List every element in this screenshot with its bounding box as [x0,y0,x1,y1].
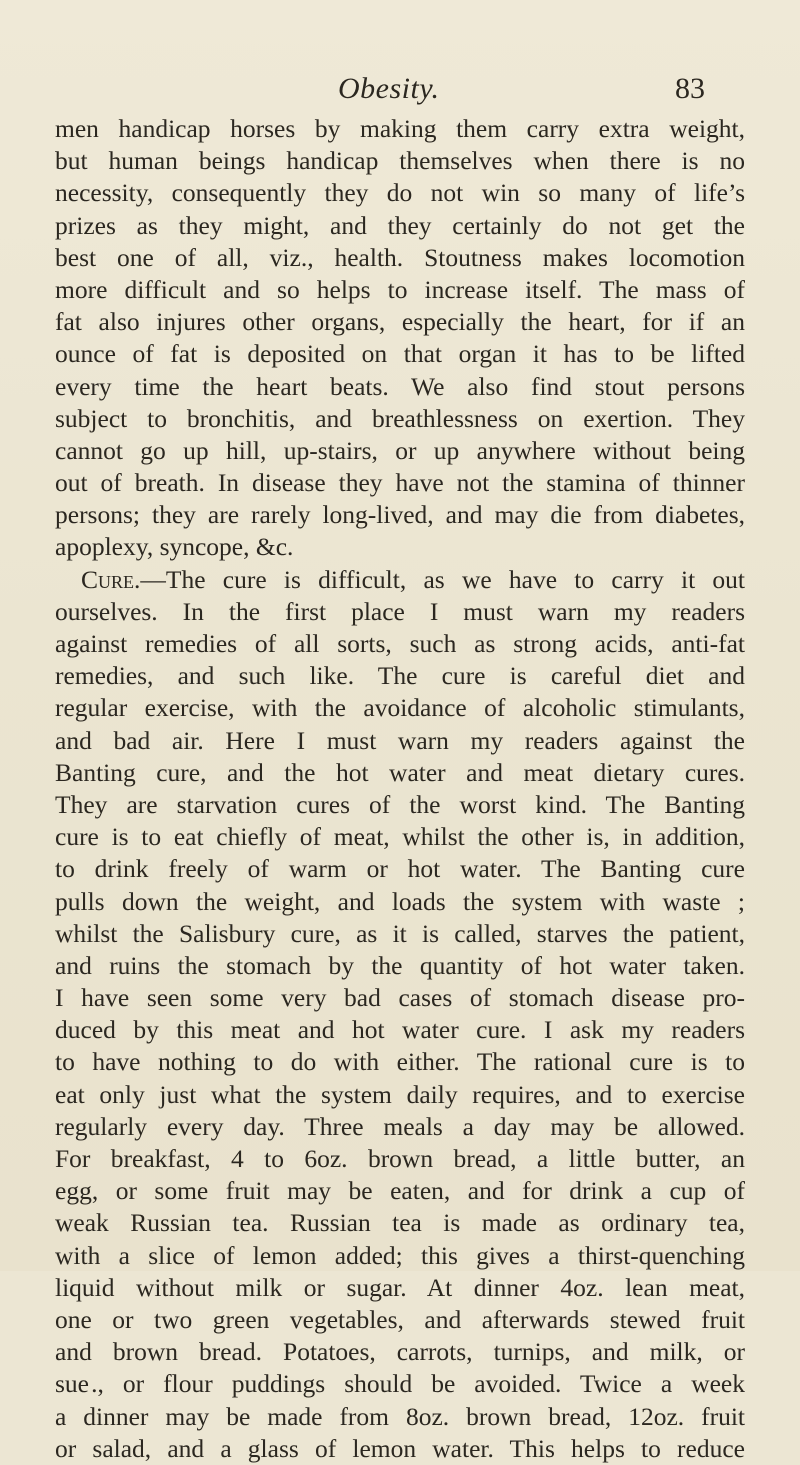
text-line: They are starvation cures of the worst kind. The Banting [55,789,745,819]
text-line: fat also injures other organs, especially the heart, for if an [55,307,745,337]
text-line: liquid without milk or sugar. At dinner 4oz. lean meat, [55,1272,745,1302]
text-line: and ruins the stomach by the quantity of hot water taken. [55,950,745,980]
text-line-cure-heading [55,564,745,596]
text-line: one or two green vegetables, and afterwards stewed fruit [55,1304,745,1334]
text-line: persons; they are rarely long-lived, and may die from diabetes, [55,500,745,530]
text-line: every time the heart beats. We also find stout persons [55,371,745,401]
text-line: cure is to eat chiefly of meat, whilst the other is, in addition, [55,822,745,852]
text-line: against remedies of all sorts, such as strong acids, anti-fat [55,629,745,658]
text-line: prizes as they might, and they certainly do not get the [55,210,745,240]
text-line: egg, or some fruit may be eaten, and for drink a cup of [55,1176,745,1206]
text-line: and brown bread. Potatoes, carrots, turnips, and milk, or [55,1337,745,1367]
text-line: with a slice of lemon added; this gives a thirst-quenching [55,1240,745,1270]
text-line: regularly every day. Three meals a day may be allowed. [55,1111,745,1141]
text-line: apoplexy, syncope, &c. [55,532,294,562]
text-line: remedies, and such like. The cure is careful diet and [55,661,745,691]
text-line: to drink freely of warm or hot water. The Banting cure [55,854,745,884]
text-line: best one of all, viz., health. Stoutness makes locomotion [55,242,745,272]
cure-first-line: —The cure is difficult, as we have to carry it out [140,564,745,594]
text-line: I have seen some very bad cases of stomach disease pro- [55,983,745,1013]
running-title: Obesity. [338,72,440,105]
text-line: men handicap horses by making them carry extra weight, [55,114,745,143]
text-line: eat only just what the system daily requires, and to exercise [55,1079,745,1109]
paragraph-cure [55,564,745,1465]
text-line: but human beings handicap themselves when there is no [55,146,745,176]
text-line: ourselves. In the first place I must warn my readers [55,596,745,626]
running-head [0,72,800,112]
text-line: necessity, consequently they do not win so many of life’s [55,178,745,208]
text-line: duced by this meat and hot water cure. I ask my readers [55,1015,745,1045]
cure-lead-in: Cure. [81,564,141,594]
text-line: more difficult and so helps to increase itself. The mass of [55,274,745,304]
text-line: Banting cure, and the hot water and meat dietary cures. [55,757,745,787]
text-line: or salad, and a glass of lemon water. This helps to reduce [55,1433,745,1463]
page-number: 83 [675,72,705,105]
text-line: out of breath. In disease they have not the stamina of thinner [55,468,745,498]
text-line: regular exercise, with the avoidance of alcoholic stimulants, [55,693,745,723]
text-line: sue ., or flour puddings should be avoided. Twice a week [55,1369,745,1399]
text-line: and bad air. Here I must warn my readers against the [55,725,745,755]
paragraph-obesity-effects [55,113,745,564]
text-line: ounce of fat is deposited on that organ it has to be lifted [55,339,745,369]
text-line: cannot go up hill, up-stairs, or up anywhere without being [55,435,745,465]
body-text [55,113,745,1465]
text-line: a dinner may be made from 8oz. brown bread, 12oz. fruit [55,1401,745,1431]
text-line: For breakfast, 4 to 6oz. brown bread, a little butter, an [55,1144,745,1173]
text-line: subject to bronchitis, and breathlessness on exertion. They [55,403,745,433]
text-line: to have nothing to do with either. The rational cure is to [55,1047,745,1077]
text-line: whilst the Salisbury cure, as it is called, starves the patient, [55,918,745,948]
text-line: weak Russian tea. Russian tea is made as ordinary tea, [55,1208,745,1238]
text-line: pulls down the weight, and loads the system with waste ; [55,886,745,916]
